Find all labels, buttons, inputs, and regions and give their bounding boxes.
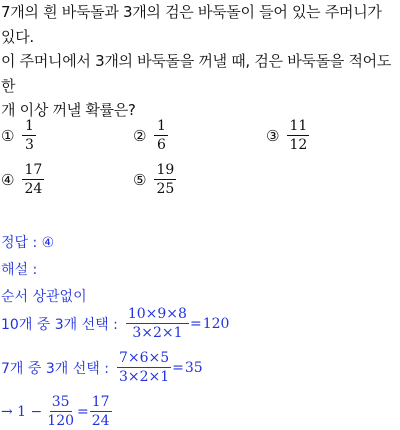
step-2 — [1, 350, 203, 385]
choice-3-number: ③ — [266, 126, 280, 145]
step-1-result: 120 — [202, 315, 230, 332]
question-line-1: 7개의 흰 바둑돌과 3개의 검은 바둑돌이 들어 있는 주머니가 있다. — [1, 3, 382, 46]
explanation-label: 해설 : — [1, 262, 38, 278]
choice-5[interactable] — [133, 162, 176, 197]
choice-4-fraction — [22, 162, 44, 197]
choice-4-numerator: 17 — [24, 162, 43, 178]
step-1-denominator: 3×2×1 — [132, 325, 183, 341]
choice-3-numerator: 11 — [289, 118, 308, 134]
choice-2-number: ② — [133, 126, 147, 145]
choice-2-denominator: 6 — [156, 137, 166, 153]
step-1-fraction — [126, 306, 189, 341]
step-3-fraction-1 — [45, 394, 76, 429]
step-1 — [1, 306, 229, 341]
choice-4-number: ④ — [1, 170, 15, 189]
step-1-equals: = — [189, 315, 202, 332]
step-3-fraction-2 — [90, 394, 112, 429]
step-3-equals: = — [77, 403, 89, 420]
step-3 — [1, 394, 112, 429]
choice-3[interactable] — [266, 118, 309, 153]
choice-5-fraction — [154, 162, 176, 197]
step-1-prefix: 10개 중 3개 선택 : — [1, 316, 118, 333]
step-3-numerator-2: 17 — [91, 394, 110, 410]
choice-1-fraction — [22, 118, 36, 153]
choice-2[interactable] — [133, 118, 168, 153]
step-2-denominator: 3×2×1 — [118, 369, 170, 385]
step-3-prefix: → 1 − — [1, 403, 43, 420]
choice-2-numerator: 1 — [154, 118, 168, 136]
choice-4[interactable] — [1, 162, 44, 197]
choice-3-denominator: 12 — [289, 137, 308, 153]
step-2-fraction — [117, 350, 171, 385]
choice-1-denominator: 3 — [24, 137, 34, 153]
step-2-numerator: 7×6×5 — [118, 350, 170, 366]
question-line-3: 개 이상 꺼낼 확률은? — [1, 101, 136, 119]
choice-5-denominator: 25 — [156, 181, 175, 197]
question-line-2: 이 주머니에서 3개의 바둑돌을 꺼낼 때, 검은 바둑돌을 적어도 한 — [1, 52, 392, 95]
step-3-denominator-1: 120 — [47, 413, 75, 429]
choice-2-fraction — [154, 118, 168, 153]
step-3-denominator-2: 24 — [91, 413, 110, 429]
choice-4-denominator: 24 — [24, 181, 43, 197]
answer-label: 정답 : ④ — [1, 235, 55, 251]
question-text — [1, 0, 399, 123]
step-3-numerator-1: 35 — [51, 394, 70, 410]
choice-1[interactable] — [1, 118, 36, 153]
choice-1-number: ① — [1, 126, 15, 145]
step-2-result: 35 — [184, 359, 203, 376]
step-1-numerator: 10×9×8 — [127, 306, 187, 322]
choice-5-numerator: 19 — [156, 162, 175, 178]
choice-1-numerator: 1 — [22, 118, 36, 136]
choice-3-fraction — [287, 118, 309, 153]
step-2-equals: = — [172, 359, 184, 376]
explanation-note: 순서 상관없이 — [1, 289, 87, 305]
choice-5-number: ⑤ — [133, 170, 147, 189]
step-2-prefix: 7개 중 3개 선택 : — [1, 360, 109, 377]
